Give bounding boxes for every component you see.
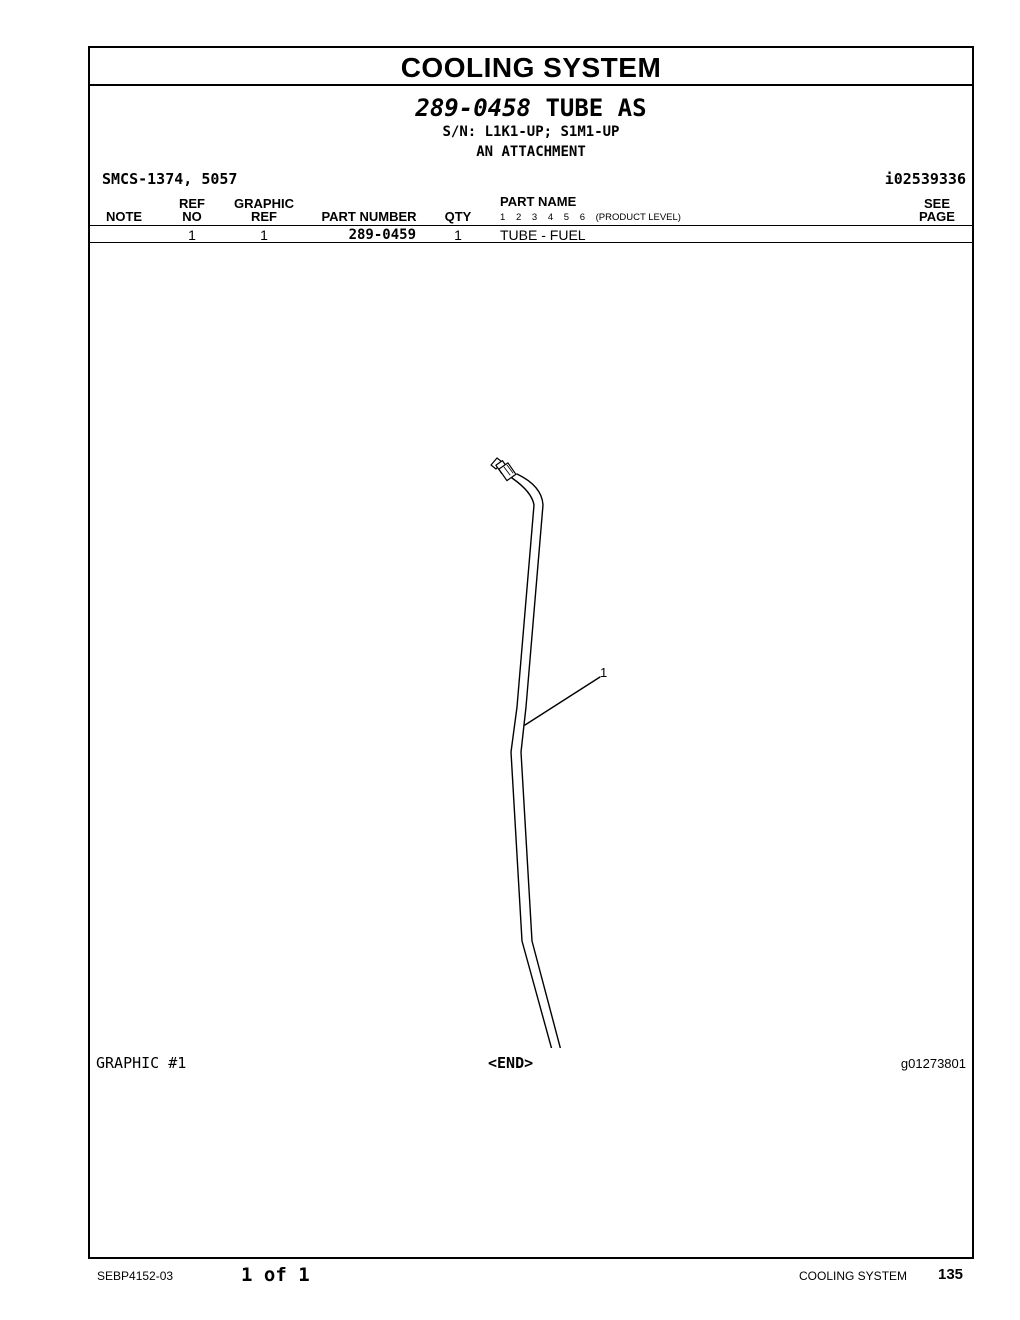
header-part-number: PART NUMBER — [321, 209, 417, 224]
cell-part-number[interactable]: 289-0459 — [348, 227, 416, 243]
header-note: NOTE — [105, 209, 143, 224]
tube-fuel-drawing — [491, 458, 600, 1048]
header-ref-top: REF — [179, 196, 205, 211]
header-see-top: SEE — [923, 196, 950, 211]
assembly-name: TUBE AS — [545, 94, 647, 122]
end-marker: <END> — [488, 1054, 534, 1072]
header-qty: QTY — [444, 209, 472, 224]
level-4: 4 — [547, 212, 554, 223]
product-levels — [500, 212, 689, 223]
header-graphic-top: GRAPHIC — [234, 196, 294, 211]
header-rule — [90, 225, 972, 226]
cell-graphic-ref: 1 — [260, 227, 268, 243]
header-see-bottom: PAGE — [919, 209, 955, 224]
header-ref-bottom: NO — [182, 209, 202, 224]
level-1: 1 — [500, 212, 506, 223]
row-rule — [90, 242, 972, 243]
header-graphic-bottom: REF — [251, 209, 277, 224]
smcs-code: SMCS-1374, 5057 — [102, 170, 238, 188]
footer-page-of: 1 of 1 — [241, 1264, 310, 1286]
tube-illustration — [490, 448, 610, 1048]
cell-part-name: TUBE - FUEL — [500, 227, 586, 243]
level-5: 5 — [563, 212, 570, 223]
assembly-header — [90, 94, 972, 162]
cell-ref-no: 1 — [188, 227, 196, 243]
page-frame — [88, 46, 974, 1259]
cell-qty: 1 — [454, 227, 462, 243]
graphic-id: g01273801 — [900, 1056, 966, 1071]
level-6: 6 — [579, 212, 585, 223]
serial-range: S/N: L1K1-UP; S1M1-UP — [442, 124, 620, 140]
level-2: 2 — [515, 212, 522, 223]
product-level-label: (PRODUCT LEVEL) — [595, 212, 681, 223]
callout-number: 1 — [600, 665, 608, 680]
graphic-label: GRAPHIC #1 — [96, 1054, 187, 1072]
level-3: 3 — [531, 212, 538, 223]
footer-page-number: 135 — [938, 1266, 964, 1283]
attachment-label: AN ATTACHMENT — [476, 144, 586, 160]
section-title: COOLING SYSTEM — [90, 48, 972, 86]
header-part-name: PART NAME — [500, 194, 577, 209]
footer-section: COOLING SYSTEM — [799, 1269, 908, 1283]
footer-doc-number: SEBP4152-03 — [97, 1269, 174, 1283]
info-id: i02539336 — [884, 170, 966, 188]
assembly-title — [90, 94, 972, 122]
assembly-part-number: 289-0458 — [415, 94, 531, 122]
